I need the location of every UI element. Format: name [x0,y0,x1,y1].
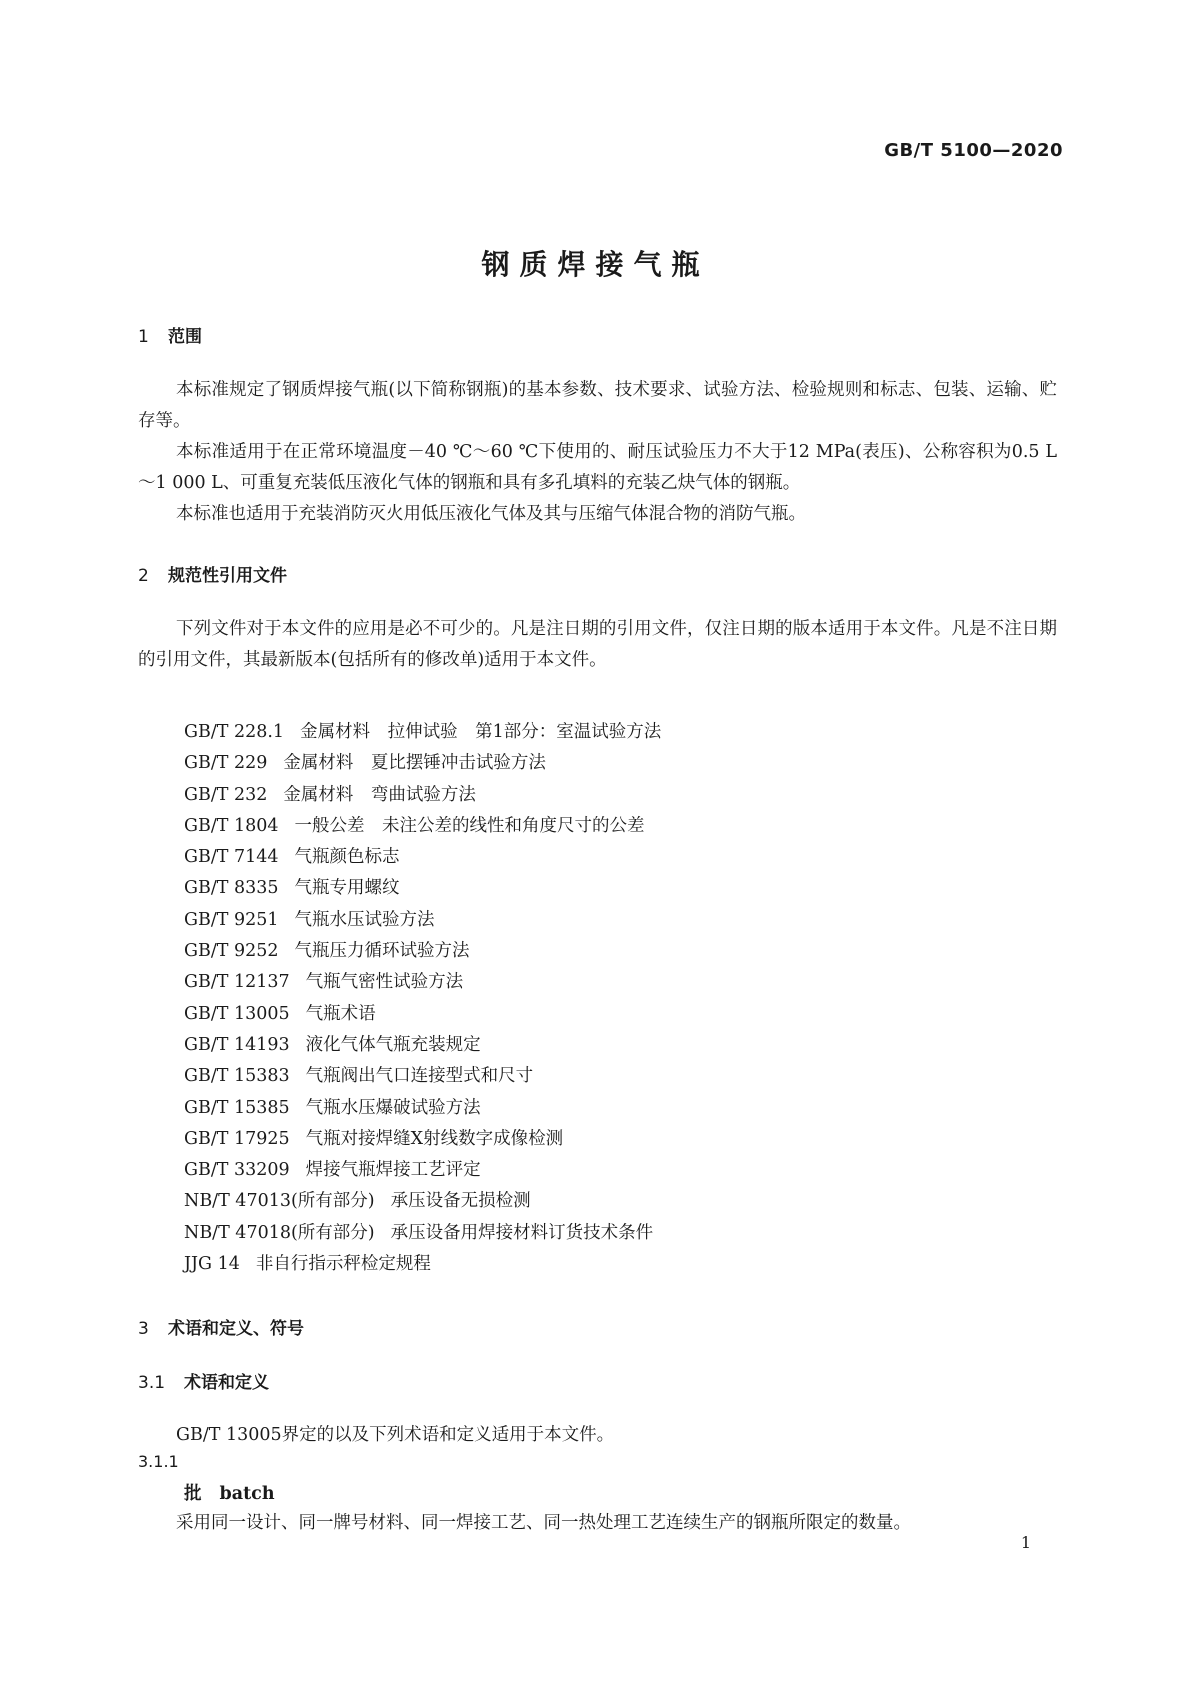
reference-title: 气瓶水压爆破试验方法 [305,1097,481,1118]
reference-code: GB/T 9251 [184,909,279,930]
reference-code: GB/T 12137 [184,972,290,993]
reference-code: JJG 14 [184,1254,240,1275]
reference-title: 承压设备无损检测 [390,1191,531,1212]
reference-code: GB/T 228.1 [184,722,285,742]
reference-item [184,1218,661,1249]
standard-code: GB/T 5100—2020 [884,140,1063,161]
section-title: 术语和定义、符号 [168,1319,304,1339]
reference-item [184,717,661,748]
reference-item [184,999,661,1030]
reference-title: 气瓶对接焊缝X射线数字成像检测 [305,1128,564,1149]
normative-references-list [184,717,661,1280]
paragraph: 下列文件对于本文件的应用是必不可少的。凡是注日期的引用文件，仅注日期的版本适用于本文件。凡是不注日期的引用文件，其最新版本(包括所有的修改单)适用于本文件。 [138,619,1057,670]
reference-code: GB/T 14193 [184,1034,290,1055]
reference-item [184,1061,661,1092]
reference-code: GB/T 7144 [184,847,279,868]
subsection-title: 术语和定义 [184,1373,269,1393]
reference-title: 气瓶术语 [305,1003,376,1024]
reference-title: 气瓶气密性试验方法 [305,972,464,993]
reference-item [184,842,661,873]
reference-code: GB/T 15383 [184,1066,290,1087]
reference-code: GB/T 1804 [184,815,279,836]
reference-item [184,1093,661,1124]
section-number: 1 [138,327,149,347]
reference-item [184,967,661,998]
reference-item [184,1186,661,1217]
reference-title: 气瓶颜色标志 [294,847,400,868]
reference-code: GB/T 232 [184,784,268,805]
paragraph: 本标准适用于在正常环境温度－40 ℃～60 ℃下使用的、耐压试验压力不大于12 MPa(表压)、公称容积为0.5 L～1 000 L、可重复充装低压液化气体的钢瓶和具有多孔填料的充装乙炔气体的钢瓶。 [138,442,1057,493]
reference-item [184,936,661,967]
page-number: 1 [1020,1533,1031,1552]
term-en: batch [219,1484,275,1504]
reference-code: GB/T 33209 [184,1160,290,1181]
reference-code: GB/T 229 [184,753,268,774]
reference-item [184,905,661,936]
reference-code: GB/T 8335 [184,878,279,899]
reference-item [184,1155,661,1186]
section-title: 范围 [168,327,202,347]
reference-title: 气瓶水压试验方法 [294,909,435,930]
reference-title: 焊接气瓶焊接工艺评定 [305,1160,481,1181]
reference-code: GB/T 17925 [184,1128,290,1149]
section-number: 3 [138,1319,149,1339]
reference-code: GB/T 9252 [184,941,279,962]
reference-item [184,1124,661,1155]
reference-title: 金属材料 夏比摆锤冲击试验方法 [283,753,546,774]
term-number: 3.1.1 [138,1452,179,1471]
section-1-heading [138,322,202,347]
term-heading [184,1480,275,1505]
reference-item [184,748,661,779]
reference-title: 气瓶压力循环试验方法 [294,941,470,962]
reference-title: 气瓶阀出气口连接型式和尺寸 [305,1066,534,1087]
paragraph: 本标准也适用于充装消防灭火用低压液化气体及其与压缩气体混合物的消防气瓶。 [176,504,806,524]
reference-item [184,1249,661,1280]
reference-title: 非自行指示秤检定规程 [255,1254,431,1275]
term-zh: 批 [184,1484,202,1504]
reference-code: NB/T 47018(所有部分) [184,1222,375,1243]
reference-item [184,873,661,904]
reference-title: 金属材料 拉伸试验 第1部分：室温试验方法 [300,722,662,742]
reference-title: 一般公差 未注公差的线性和角度尺寸的公差 [294,815,645,836]
subsection-number: 3.1 [138,1373,166,1393]
reference-item [184,780,661,811]
reference-code: GB/T 15385 [184,1097,290,1118]
subsection-3-1-heading [138,1368,269,1393]
reference-code: NB/T 47013(所有部分) [184,1191,375,1212]
reference-title: 承压设备用焊接材料订货技术条件 [390,1222,654,1243]
section-number: 2 [138,566,149,586]
document-title: 钢质焊接气瓶 [481,248,710,281]
reference-item [184,811,661,842]
section-title: 规范性引用文件 [168,566,287,586]
reference-title: 液化气体气瓶充装规定 [305,1034,481,1055]
section-2-heading [138,561,287,586]
term-definition: 采用同一设计、同一牌号材料、同一焊接工艺、同一热处理工艺连续生产的钢瓶所限定的数量。 [176,1513,911,1533]
section-3-heading [138,1314,304,1339]
reference-title: 气瓶专用螺纹 [294,878,400,899]
paragraph: GB/T 13005界定的以及下列术语和定义适用于本文件。 [176,1425,615,1445]
reference-title: 金属材料 弯曲试验方法 [283,784,476,805]
reference-item [184,1030,661,1061]
reference-code: GB/T 13005 [184,1003,290,1024]
paragraph: 本标准规定了钢质焊接气瓶(以下简称钢瓶)的基本参数、技术要求、试验方法、检验规则和标志、包装、运输、贮存等。 [138,380,1057,431]
